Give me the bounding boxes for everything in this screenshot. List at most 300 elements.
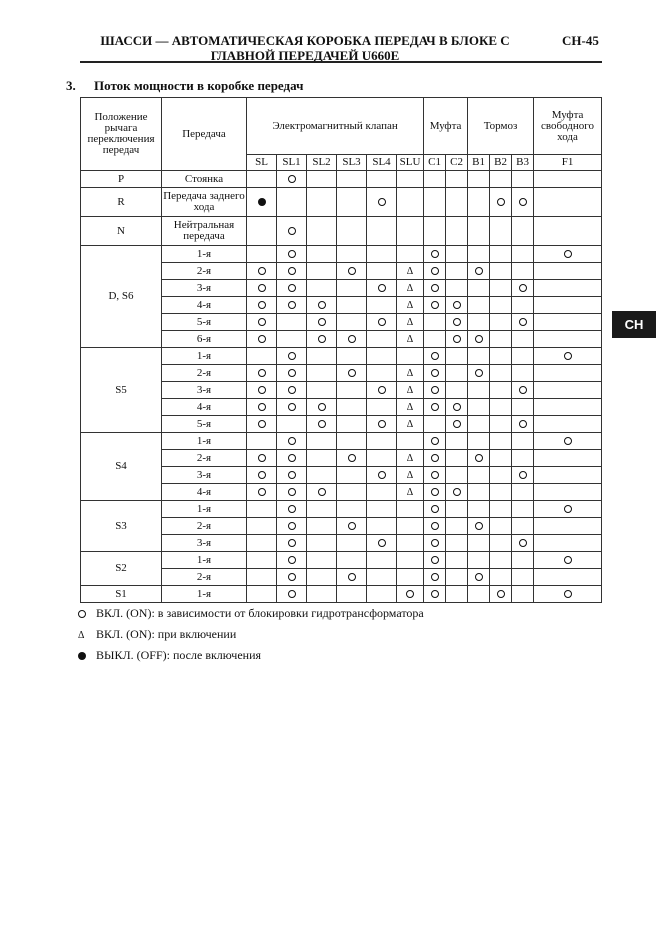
mark-cell xyxy=(277,399,307,416)
delta-icon: Δ xyxy=(78,630,85,641)
mark-cell xyxy=(534,433,602,450)
mark-cell xyxy=(247,365,277,382)
mark-cell xyxy=(512,450,534,467)
mark-cell xyxy=(397,467,424,484)
mark-cell xyxy=(490,217,512,246)
mark-cell xyxy=(534,416,602,433)
mark-cell xyxy=(277,171,307,188)
mark-cell xyxy=(468,484,490,501)
mark-cell xyxy=(307,314,337,331)
mark-cell xyxy=(367,188,397,217)
on-circle-icon xyxy=(348,369,356,377)
on-circle-icon xyxy=(519,318,527,326)
mark-cell xyxy=(397,416,424,433)
mark-cell xyxy=(468,365,490,382)
mark-cell xyxy=(446,263,468,280)
column-header: B1 xyxy=(468,155,490,171)
mark-cell xyxy=(490,467,512,484)
on-circle-icon xyxy=(258,335,266,343)
column-header: B3 xyxy=(512,155,534,171)
mark-cell xyxy=(307,535,337,552)
gear-cell: 2-я xyxy=(162,569,247,586)
mark-cell xyxy=(424,171,446,188)
mark-cell xyxy=(277,348,307,365)
mark-cell xyxy=(397,217,424,246)
gear-cell: 2-я xyxy=(162,450,247,467)
mark-cell xyxy=(512,382,534,399)
mark-cell xyxy=(307,217,337,246)
on-circle-icon xyxy=(378,284,386,292)
mark-cell xyxy=(468,188,490,217)
on-circle-icon xyxy=(497,198,505,206)
mark-cell xyxy=(247,280,277,297)
table-row xyxy=(81,501,602,518)
on-circle-icon xyxy=(258,420,266,428)
on-circle-icon xyxy=(431,403,439,411)
mark-cell xyxy=(397,450,424,467)
gear-cell: 1-я xyxy=(162,348,247,365)
mark-cell xyxy=(277,331,307,348)
mark-cell xyxy=(490,246,512,263)
mark-cell xyxy=(490,171,512,188)
mark-cell xyxy=(337,348,367,365)
mark-cell xyxy=(307,467,337,484)
gear-cell: Стоянка xyxy=(162,171,247,188)
mark-cell xyxy=(512,331,534,348)
mark-cell xyxy=(446,399,468,416)
mark-cell xyxy=(247,518,277,535)
mark-cell xyxy=(247,569,277,586)
on-circle-icon xyxy=(258,386,266,394)
mark-cell xyxy=(424,297,446,314)
on-circle-icon xyxy=(378,539,386,547)
delta-icon: Δ xyxy=(406,452,414,464)
on-circle-icon xyxy=(318,318,326,326)
mark-cell xyxy=(490,263,512,280)
mark-cell xyxy=(490,188,512,217)
on-circle-icon xyxy=(519,420,527,428)
mark-cell xyxy=(534,280,602,297)
mark-cell xyxy=(490,484,512,501)
on-circle-icon xyxy=(431,437,439,445)
mark-cell xyxy=(534,518,602,535)
gear-cell: 4-я xyxy=(162,399,247,416)
mark-cell xyxy=(277,314,307,331)
mark-cell xyxy=(446,433,468,450)
mark-cell xyxy=(247,382,277,399)
mark-cell xyxy=(307,586,337,603)
mark-cell xyxy=(512,297,534,314)
gear-cell: 2-я xyxy=(162,263,247,280)
mark-cell xyxy=(307,365,337,382)
mark-cell xyxy=(424,433,446,450)
mark-cell xyxy=(337,518,367,535)
mark-cell xyxy=(277,188,307,217)
on-circle-icon xyxy=(378,471,386,479)
on-circle-icon xyxy=(378,198,386,206)
mark-cell xyxy=(468,263,490,280)
mark-cell xyxy=(490,586,512,603)
mark-cell xyxy=(446,416,468,433)
mark-cell xyxy=(468,518,490,535)
mark-cell xyxy=(397,501,424,518)
mark-cell xyxy=(247,171,277,188)
mark-cell xyxy=(397,535,424,552)
mark-cell xyxy=(277,586,307,603)
mark-cell xyxy=(468,382,490,399)
mark-cell xyxy=(534,399,602,416)
mark-cell xyxy=(446,365,468,382)
column-header: SL4 xyxy=(367,155,397,171)
mark-cell xyxy=(337,399,367,416)
on-circle-icon xyxy=(475,335,483,343)
on-circle-icon xyxy=(258,267,266,275)
column-header: SL xyxy=(247,155,277,171)
mark-cell xyxy=(468,297,490,314)
legend-item xyxy=(78,606,424,621)
mark-cell xyxy=(468,569,490,586)
off-dot-icon xyxy=(78,652,86,660)
mark-cell xyxy=(490,348,512,365)
mark-cell xyxy=(397,314,424,331)
on-circle-icon xyxy=(431,522,439,530)
on-circle-icon xyxy=(288,488,296,496)
mark-cell xyxy=(534,365,602,382)
mark-cell xyxy=(534,467,602,484)
mark-cell xyxy=(512,586,534,603)
mark-cell xyxy=(424,280,446,297)
mark-cell xyxy=(367,569,397,586)
on-circle-icon xyxy=(431,539,439,547)
mark-cell xyxy=(307,382,337,399)
legend-text: ВЫКЛ. (OFF): после включения xyxy=(96,648,262,662)
mark-cell xyxy=(247,416,277,433)
on-circle-icon xyxy=(431,301,439,309)
on-circle-icon xyxy=(564,352,572,360)
header-lever-position: Положение рычага переключения передач xyxy=(81,98,162,171)
on-circle-icon xyxy=(431,386,439,394)
column-header: SL2 xyxy=(307,155,337,171)
mark-cell xyxy=(468,433,490,450)
mark-cell xyxy=(367,217,397,246)
mark-cell xyxy=(468,331,490,348)
mark-cell xyxy=(424,382,446,399)
gear-cell: 3-я xyxy=(162,280,247,297)
mark-cell xyxy=(367,450,397,467)
mark-cell xyxy=(337,535,367,552)
mark-cell xyxy=(307,263,337,280)
on-circle-icon xyxy=(288,267,296,275)
on-circle-icon xyxy=(288,403,296,411)
lever-position-cell: S4 xyxy=(81,433,162,501)
mark-cell xyxy=(247,246,277,263)
power-flow-table xyxy=(80,97,602,603)
mark-cell xyxy=(512,467,534,484)
mark-cell xyxy=(277,382,307,399)
mark-cell xyxy=(277,365,307,382)
mark-cell xyxy=(307,188,337,217)
mark-cell xyxy=(307,331,337,348)
on-circle-icon xyxy=(378,386,386,394)
mark-cell xyxy=(247,331,277,348)
on-circle-icon xyxy=(431,352,439,360)
on-circle-icon xyxy=(453,301,461,309)
on-circle-icon xyxy=(431,556,439,564)
mark-cell xyxy=(367,416,397,433)
on-circle-icon xyxy=(288,454,296,462)
mark-cell xyxy=(490,399,512,416)
mark-cell xyxy=(277,246,307,263)
on-circle-icon xyxy=(431,250,439,258)
table-row xyxy=(81,171,602,188)
mark-cell xyxy=(397,188,424,217)
delta-icon: Δ xyxy=(406,469,414,481)
on-circle-icon xyxy=(453,318,461,326)
mark-cell xyxy=(512,518,534,535)
mark-cell xyxy=(512,433,534,450)
mark-cell xyxy=(468,501,490,518)
on-circle-icon xyxy=(348,335,356,343)
mark-cell xyxy=(468,586,490,603)
mark-cell xyxy=(277,501,307,518)
mark-cell xyxy=(446,450,468,467)
mark-cell xyxy=(247,501,277,518)
on-circle-icon xyxy=(431,454,439,462)
mark-cell xyxy=(534,331,602,348)
mark-cell xyxy=(337,280,367,297)
mark-cell xyxy=(512,171,534,188)
mark-cell xyxy=(512,484,534,501)
mark-cell xyxy=(337,416,367,433)
mark-cell xyxy=(446,569,468,586)
mark-cell xyxy=(367,399,397,416)
mark-cell xyxy=(534,535,602,552)
table-row xyxy=(81,348,602,365)
mark-cell xyxy=(367,518,397,535)
mark-cell xyxy=(512,552,534,569)
mark-cell xyxy=(468,171,490,188)
mark-cell xyxy=(490,331,512,348)
on-circle-icon xyxy=(288,522,296,530)
delta-icon: Δ xyxy=(406,401,414,413)
mark-cell xyxy=(490,280,512,297)
mark-cell xyxy=(446,518,468,535)
on-circle-icon xyxy=(431,284,439,292)
column-header: SL3 xyxy=(337,155,367,171)
mark-cell xyxy=(424,450,446,467)
mark-cell xyxy=(446,331,468,348)
legend-text: ВКЛ. (ON): в зависимости от блокировки гидротрансформатора xyxy=(96,606,424,620)
mark-cell xyxy=(446,171,468,188)
mark-cell xyxy=(424,399,446,416)
delta-icon: Δ xyxy=(406,384,414,396)
header-brake: Тормоз xyxy=(468,98,534,155)
mark-cell xyxy=(397,586,424,603)
header-gear: Передача xyxy=(162,98,247,171)
lever-position-cell: S5 xyxy=(81,348,162,433)
mark-cell xyxy=(277,450,307,467)
table-row xyxy=(81,246,602,263)
column-header: B2 xyxy=(490,155,512,171)
mark-cell xyxy=(307,246,337,263)
mark-cell xyxy=(468,399,490,416)
on-circle-icon xyxy=(288,386,296,394)
delta-icon: Δ xyxy=(406,486,414,498)
mark-cell xyxy=(337,188,367,217)
gear-cell: 5-я xyxy=(162,416,247,433)
legend-text: ВКЛ. (ON): при включении xyxy=(96,627,237,641)
on-circle-icon xyxy=(258,454,266,462)
mark-cell xyxy=(512,365,534,382)
on-circle-icon xyxy=(318,420,326,428)
mark-cell xyxy=(367,246,397,263)
mark-cell xyxy=(512,416,534,433)
mark-cell xyxy=(424,586,446,603)
mark-cell xyxy=(367,433,397,450)
table-row xyxy=(81,217,602,246)
on-circle-icon xyxy=(258,318,266,326)
mark-cell xyxy=(468,246,490,263)
mark-cell xyxy=(534,171,602,188)
on-circle-icon xyxy=(519,284,527,292)
mark-cell xyxy=(512,263,534,280)
mark-cell xyxy=(367,171,397,188)
on-circle-icon xyxy=(288,250,296,258)
on-circle-icon xyxy=(453,403,461,411)
delta-icon: Δ xyxy=(406,418,414,430)
mark-cell xyxy=(468,348,490,365)
on-circle-icon xyxy=(258,301,266,309)
mark-cell xyxy=(424,217,446,246)
mark-cell xyxy=(397,348,424,365)
delta-icon: Δ xyxy=(406,367,414,379)
mark-cell xyxy=(424,365,446,382)
mark-cell xyxy=(490,365,512,382)
mark-cell xyxy=(446,314,468,331)
mark-cell xyxy=(247,552,277,569)
header-solenoid-valve: Электромагнитный клапан xyxy=(247,98,424,155)
mark-cell xyxy=(337,331,367,348)
column-header: SLU xyxy=(397,155,424,171)
gear-cell: 1-я xyxy=(162,552,247,569)
mark-cell xyxy=(512,217,534,246)
mark-cell xyxy=(512,501,534,518)
on-circle-icon xyxy=(453,420,461,428)
mark-cell xyxy=(446,246,468,263)
mark-cell xyxy=(490,433,512,450)
mark-cell xyxy=(534,263,602,280)
mark-cell xyxy=(446,501,468,518)
mark-cell xyxy=(367,484,397,501)
mark-cell xyxy=(307,416,337,433)
mark-cell xyxy=(277,297,307,314)
mark-cell xyxy=(424,501,446,518)
mark-cell xyxy=(424,314,446,331)
on-circle-icon xyxy=(258,284,266,292)
on-circle-icon xyxy=(431,505,439,513)
on-circle-icon xyxy=(288,573,296,581)
mark-cell xyxy=(512,399,534,416)
mark-cell xyxy=(534,501,602,518)
mark-cell xyxy=(512,188,534,217)
gear-cell: 6-я xyxy=(162,331,247,348)
gear-cell: Передача заднего хода xyxy=(162,188,247,217)
lever-position-cell: N xyxy=(81,217,162,246)
gear-cell: 1-я xyxy=(162,246,247,263)
on-circle-icon xyxy=(564,505,572,513)
mark-cell xyxy=(247,467,277,484)
mark-cell xyxy=(397,552,424,569)
mark-cell xyxy=(397,484,424,501)
mark-cell xyxy=(277,535,307,552)
mark-cell xyxy=(534,217,602,246)
on-circle-icon xyxy=(288,437,296,445)
mark-cell xyxy=(277,280,307,297)
table-row xyxy=(81,188,602,217)
mark-cell xyxy=(424,518,446,535)
mark-cell xyxy=(277,263,307,280)
mark-cell xyxy=(247,297,277,314)
mark-cell xyxy=(367,348,397,365)
on-circle-icon xyxy=(258,471,266,479)
mark-cell xyxy=(337,552,367,569)
mark-cell xyxy=(424,246,446,263)
on-circle-icon xyxy=(431,488,439,496)
gear-cell: 4-я xyxy=(162,297,247,314)
mark-cell xyxy=(397,382,424,399)
mark-cell xyxy=(397,569,424,586)
mark-cell xyxy=(277,467,307,484)
gear-cell: Нейтральная передача xyxy=(162,217,247,246)
mark-cell xyxy=(512,569,534,586)
mark-cell xyxy=(277,217,307,246)
mark-cell xyxy=(446,348,468,365)
header-one-way-clutch: Муфта свободного хода xyxy=(534,98,602,155)
mark-cell xyxy=(337,382,367,399)
mark-cell xyxy=(446,382,468,399)
mark-cell xyxy=(367,365,397,382)
mark-cell xyxy=(446,467,468,484)
mark-cell xyxy=(512,246,534,263)
mark-cell xyxy=(446,484,468,501)
on-circle-icon xyxy=(431,369,439,377)
on-circle-icon xyxy=(497,590,505,598)
mark-cell xyxy=(424,188,446,217)
on-circle-icon xyxy=(318,488,326,496)
mark-cell xyxy=(247,535,277,552)
mark-cell xyxy=(337,263,367,280)
mark-cell xyxy=(307,552,337,569)
mark-cell xyxy=(490,569,512,586)
mark-cell xyxy=(446,586,468,603)
mark-cell xyxy=(446,217,468,246)
mark-cell xyxy=(468,314,490,331)
mark-cell xyxy=(307,484,337,501)
mark-cell xyxy=(490,382,512,399)
column-header: C2 xyxy=(446,155,468,171)
mark-cell xyxy=(277,518,307,535)
on-circle-icon xyxy=(378,318,386,326)
mark-cell xyxy=(468,280,490,297)
gear-cell: 2-я xyxy=(162,518,247,535)
gear-cell: 5-я xyxy=(162,314,247,331)
mark-cell xyxy=(534,586,602,603)
mark-cell xyxy=(337,171,367,188)
mark-cell xyxy=(534,348,602,365)
gear-cell: 1-я xyxy=(162,501,247,518)
on-circle-icon xyxy=(564,590,572,598)
side-tab-ch[interactable]: CH xyxy=(612,311,656,338)
